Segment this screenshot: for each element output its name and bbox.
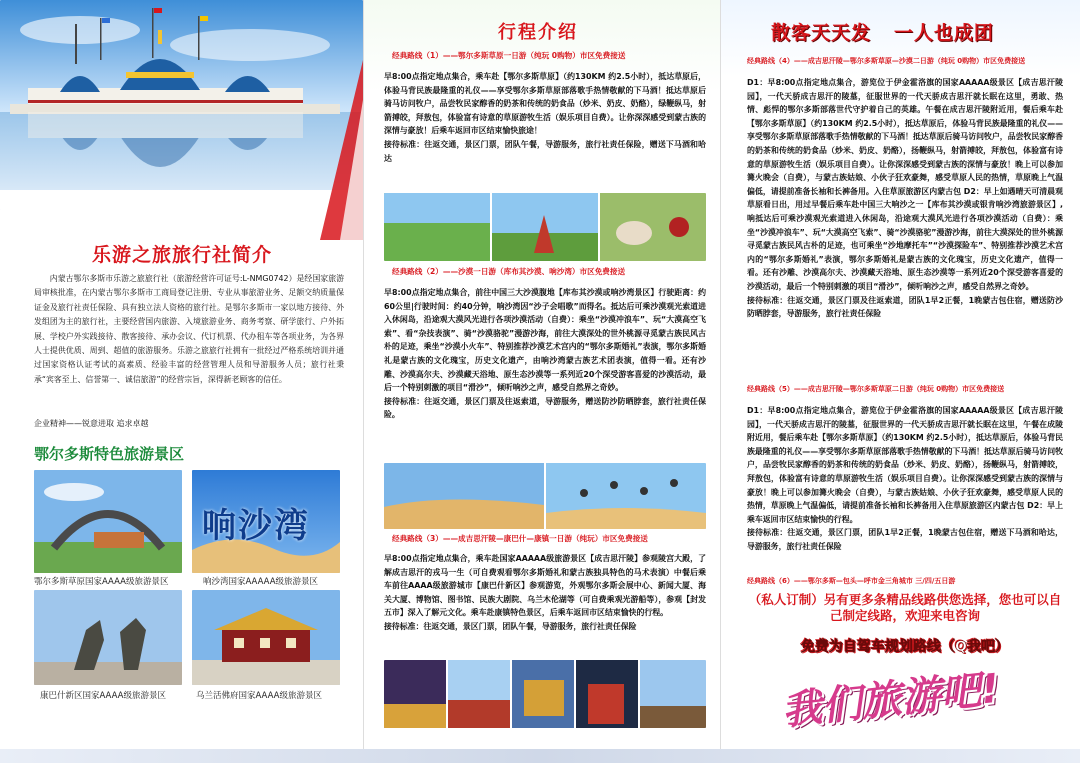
panel-itinerary bbox=[363, 0, 720, 763]
route-1-description: 早8:00点指定地点集合，乘车赴【鄂尔多斯草原】（约130KM 约2.5小时），抵达草原后，体验马背民族最隆重的礼仪——享受鄂尔多斯草原部落歌手热情敬献的下马酒！抵达草原后骑马访问牧户，品尝牧民家醇香的奶茶和传统的奶食品（炒米、奶皮、奶酪），绿鞭纵马，射箭搏皎，拜敖包，体验富有诗意的草原游牧生活（娱乐项目自费）。让你深深感受到蒙古族的深情与豪放！后乘车返回市区结束愉快旅途！ bbox=[384, 72, 706, 136]
route-5-text bbox=[747, 404, 1063, 554]
self-drive-banner: 免费为自驾车规划路线（Q我吧） bbox=[801, 639, 1009, 655]
mausoleum-activities-illustration bbox=[384, 660, 706, 728]
company-intro-text: 内蒙古鄂尔多斯市乐游之旅旅行社（旅游经营许可证号:L-NMG0742）是经国家旅游局审核批准，在内蒙古鄂尔多斯市工商局登记注册、专业从事旅游业务、足额交纳质量保证金及旅行社责任保险、具有独立法人资格的旅行社。是鄂尔多斯市一家以地方接待、外发组团为主的旅行社，主要经营国内旅游、入境旅游业务、商务考察、研学旅行、户外拓展、学校户外实践接待、散客接待、承办会议、代订机票、代办租车等各项业务，为各界人士提供优质、周到、超值的旅游服务。乐游之旅旅行社拥有一批经过严格系统培训并通过国家资格认证考试的高素质、经验丰富的经营管理人员和导游服务人员；旅行社秉承“宾客至上、信誉第一、诚信旅游”的经营宗旨，深得新老顾客的信任。 bbox=[34, 274, 344, 384]
slogan: 我们旅游吧! bbox=[779, 665, 1002, 735]
route-4-standard: 接待标准：往返交通，景区门票及往返索道，团队1早2正餐，1晚蒙古包住宿，赠送防沙防晒脖套，导游服务，旅行社责任保险 bbox=[747, 295, 1063, 319]
route-6-label: 经典路线（6）——鄂尔多斯—包头—呼市金三角城市 三/四/五日游 bbox=[747, 577, 956, 585]
grassland-activities-illustration bbox=[384, 193, 706, 261]
route-3-text bbox=[384, 552, 706, 634]
scenic-photo-wulan bbox=[192, 590, 340, 685]
route-2-text bbox=[384, 286, 706, 422]
company-title: 乐游之旅旅行社简介 bbox=[92, 244, 273, 266]
route-4-text bbox=[747, 76, 1063, 321]
route-4-label: 经典路线（4）——成吉思汗陵—鄂尔多斯草原—沙漠二日游（纯玩 0购物）市区免费接送 bbox=[747, 57, 1026, 65]
route-2-standard: 接待标准：往返交通，景区门票及往返索道，导游服务，赠送防沙防晒脖套，旅行社责任保险。 bbox=[384, 396, 706, 420]
route-4-description: D1：早8:00点指定地点集合，游览位于伊金霍洛旗的国家AAAAA级景区【成吉思汗陵园】，一代天骄成吉思汗的陵墓，征服世界的一代天骄成吉思汗就长眠在这里，勇敢、热情、彪悍的鄂尔多斯部落世代守护着自己的英雄。午餐在成吉思汗陵附近用，餐后乘车赴【鄂尔多斯草原】（约130KM 约2.5小时），抵达草原后，体验马背民族最隆重的礼仪——享受鄂尔多斯草原部落歌手热情敬献的下马酒！抵达草原后骑马访问牧户，品尝牧民家醇香的奶茶和传统的奶食品（炒米、奶皮、奶酪），扬鞭纵马，射箭搏皎，拜敖包，体验富有诗意的草原游牧生活（娱乐项目自费）。让你深深感受到蒙古族的深情与豪放！晚上可以参加篝火晚会（自费），与蒙古族姑娘、小伙子狂欢豪舞，感受草原人民的热情，草原晚上气温偏低，请提前准备长袖和长裤备用。入住草原旅游区内蒙古包 D2：早上如遇晴天可清晨观草原看日出，用过早餐后乘车赴中国三大响沙之一【库布其沙漠或银肯响沙湾旅游景区】,响抵达后可乘沙漠观光索道进入休闲岛，沿途观大漠风光进行各项沙漠活动（自费）：乘坐“沙漠冲浪车”、玩“大漠高空飞索”、骑“沙漠骆驼”漫游沙海，前往大漠深处的世外桃源寻觅蒙古族民风古朴的足迹，也可乘坐“沙地摩托车”“沙漠探险车”、特别推荐沙漠艺术宫内的“鄂尔多斯婚礼”表演，鄂尔多斯婚礼是蒙古族的文化瑰宝，历史文化遗产，值得一看。还有沙雕、沙漠高尔夫、沙漠藏天浴地、原生态沙漠等一系列近20个深受游客喜爱的沙漠活动，最后一个特别刺激的项目“滑沙”，倾听响沙之声，感受自然界之奇妙。 bbox=[747, 78, 1063, 291]
route-1-label: 经典路线（1）——鄂尔多斯草原一日游（纯玩 0购物）市区免费接送 bbox=[392, 51, 626, 60]
route-3-photo-strip bbox=[384, 660, 706, 728]
route-1-text bbox=[384, 70, 706, 165]
scenic-photo-grassland bbox=[34, 470, 182, 573]
route-3-label: 经典路线（3）——成吉思汗陵—康巴什—康镇一日游（纯玩）市区免费接送 bbox=[392, 534, 648, 543]
route-5-description: D1：早8:00点指定地点集合，游览位于伊金霍洛旗的国家AAAAA级景区【成吉思汗陵园】，一代天骄成吉思汗的陵墓，征服世界的一代天骄成吉思汗就长眠在这里，午餐在成陵附近用，餐后乘车赴【鄂尔多斯草原】（约130KM 约2.5小时），抵达草原后，体验马背民族最隆重的礼仪——享受鄂尔多斯草原部落歌手热情敬献的下马酒！抵达草原后骑马访问牧户，品尝牧民家醇香的奶茶和传统的奶食品（炒米、奶皮、奶酪），扬鞭纵马，射箭搏皎，拜敖包，体验富有诗意的草原游牧生活（娱乐项目自费）。让你深深感受到蒙古族的深情与豪放！晚上可以参加篝火晚会（自费），与蒙古族姑娘、小伙子狂欢豪舞，感受草原人民的热情，草原晚上气温偏低，请提前准备长袖和长裤备用入住草原旅游区内蒙古包 D2：早上乘车返回市区结束愉快的行程。 bbox=[747, 406, 1063, 524]
scenic-caption-2: 响沙湾国家AAAAA级旅游景区 bbox=[203, 577, 319, 587]
route-3-description: 早8:00点指定地点集合，乘车赴国家AAAAA级旅游景区【成吉思汗陵】参观陵宫大殿，了解成吉思汗的戎马一生（可自费观看鄂尔多斯婚礼和蒙古族独具特色的马术表演）中餐后乘车前往AAAA级旅游城市【康巴什新区】参观游览，外观鄂尔多斯会展中心、新闻大厦、海关大厦、博物馆、图书馆、民族大剧院、乌兰木伦湖等（可自费乘观光游船等），参观【封发五市】深入了解元文化。乘车赴康镇特色景区，后乘车返回市区结束愉快的行程。 bbox=[384, 554, 706, 618]
scenic-title: 鄂尔多斯特色旅游景区 bbox=[34, 445, 185, 463]
custom-tour-note: （私人订制）另有更多条精品线路供您选择，您也可以自己制定线路，欢迎来电咨询 bbox=[748, 592, 1062, 623]
scenic-photo-xiangshawan bbox=[192, 470, 340, 573]
scenic-photo-kangbashi bbox=[34, 590, 182, 685]
red-diagonal-accent bbox=[300, 60, 363, 240]
route-2-photo-strip bbox=[384, 463, 706, 529]
route-1-standard: 接待标准：往返交通，景区门票，团队午餐，导游服务，旅行社责任保险，赠送下马酒和哈达 bbox=[384, 139, 706, 163]
route-5-label: 经典路线（5）——成吉思汗陵—鄂尔多斯草原二日游（纯玩 0购物）市区免费接送 bbox=[747, 385, 1005, 393]
scenic-caption-1: 鄂尔多斯草原国家AAAA级旅游景区 bbox=[34, 577, 169, 587]
route-2-label: 经典路线（2）——沙漠一日游（库布其沙漠、响沙湾）市区免费接送 bbox=[392, 267, 626, 276]
company-motto: 企业精神——锐意进取 追求卓越 bbox=[34, 419, 149, 428]
panel-company-intro bbox=[0, 0, 363, 763]
daily-tours-title: 散客天天发 一人也成团 bbox=[771, 22, 994, 44]
scenic-caption-3: 康巴什新区国家AAAA级旅游景区 bbox=[40, 691, 166, 701]
route-5-standard: 接待标准：往返交通，景区门票，团队1早2正餐，1晚蒙古包住宿，赠送下马酒和哈达，导游服务，旅行社责任保险 bbox=[747, 528, 1063, 551]
route-2-description: 早8:00点指定地点集合，前往中国三大沙漠腹地【库布其沙漠或响沙湾景区】行驶距离：约60公里|行驶时间：约40分钟，响沙湾因“沙子会唱歌”而得名。抵达后可乘沙漠观光索道进入休闲岛，沿途观大漠风光进行各项沙漠活动（自费）：乘坐“沙漠冲浪车”、玩“大漠高空飞索”、看“杂技表演”、骑“沙漠骆驼”漫游沙海，前往大漠深处的世外桃源寻觅蒙古族民风古朴的足迹，乘坐“沙漠小火车”、特别推荐沙漠艺术宫内的“鄂尔多斯婚礼”表演，鄂尔多斯婚礼是蒙古族的文化瑰宝，历史文化遗产，由响沙湾蒙古族艺术团表演，值得一看。还有沙雕、沙漠高尔夫、沙漠藏天浴地、原生态沙漠等一系列近20个深受游客喜爱的沙漠活动，最后一个特别刺激的项目“滑沙”，倾听响沙之声，感受自然界之奇妙。 bbox=[384, 288, 706, 393]
bottom-decorative-stripe bbox=[0, 749, 1080, 763]
panel-daily-tours bbox=[720, 0, 1080, 763]
horse-statue-illustration bbox=[34, 590, 182, 685]
route-3-standard: 接待标准：往返交通，景区门票，团队午餐，导游服务，旅行社责任保险 bbox=[384, 621, 637, 631]
route-1-photo-strip bbox=[384, 193, 706, 261]
temple-illustration bbox=[192, 590, 340, 685]
itinerary-title: 行程介绍 bbox=[498, 22, 578, 43]
scenic-caption-4: 乌兰活佛府国家AAAA级旅游景区 bbox=[196, 691, 322, 701]
xiangshawan-sign-text: 响沙湾 bbox=[202, 506, 310, 546]
desert-activities-illustration bbox=[384, 463, 706, 529]
grassland-monument-illustration bbox=[34, 470, 182, 573]
